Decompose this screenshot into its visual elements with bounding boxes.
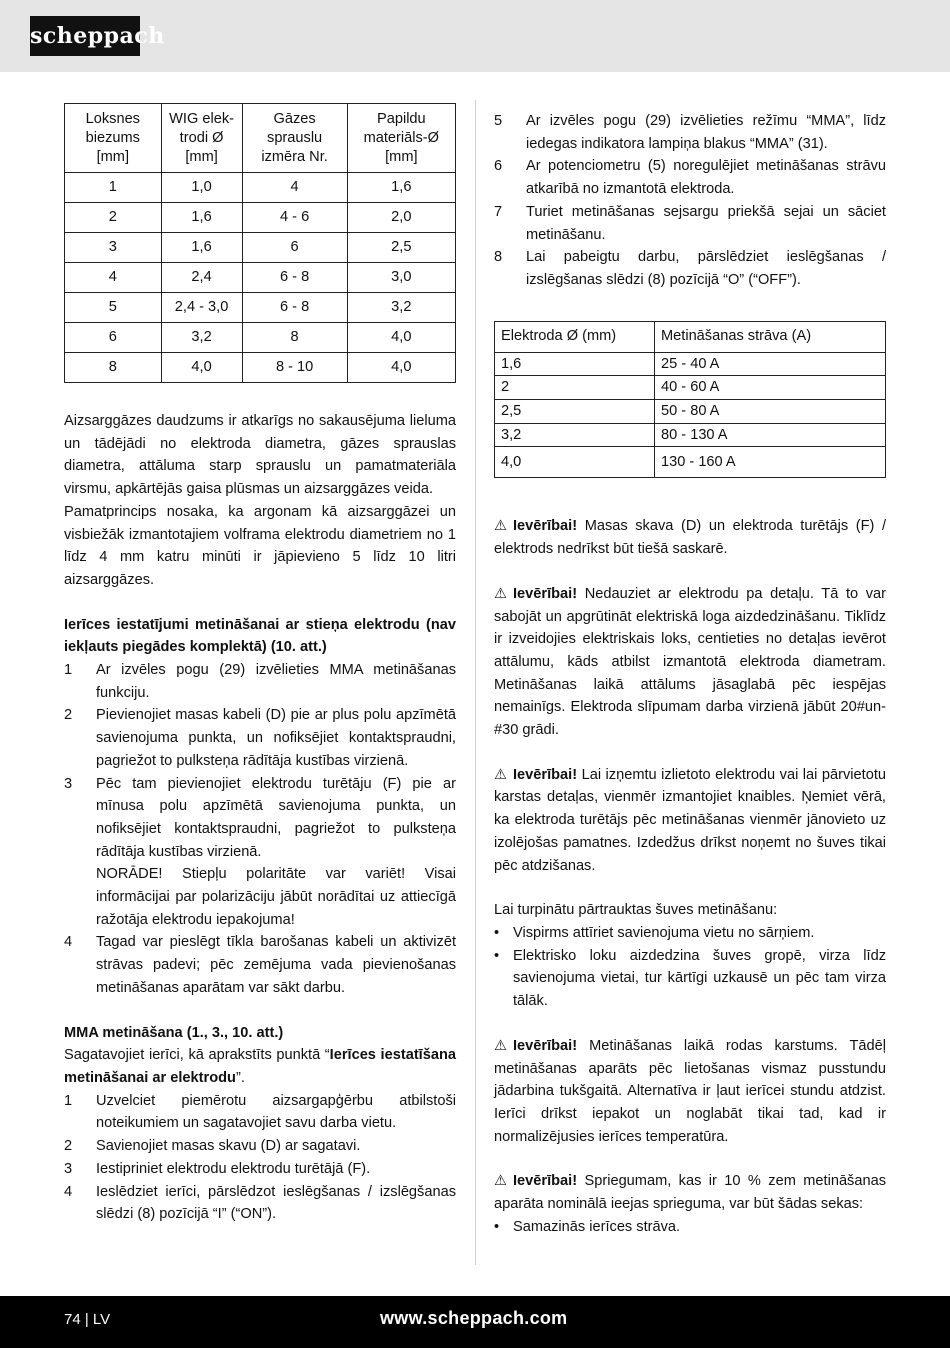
table-cell: 6 — [242, 233, 347, 263]
intro-ref: Ierīces iestatīšana metināšanai ar elektrodu — [64, 1047, 456, 1086]
warning-text: Lai izņemtu izlietoto elektrodu vai lai pārvietotu karstas detaļas, vienmēr izmantojiet knaibles. Ņemiet vērā, ka elektroda turētājs pēc metināšanas vienmēr jānovieto uz izolējošas pamatnes. Izdedžus drīkst noņemt no šuves tikai pēc atdzišanas. — [494, 766, 886, 874]
warning-text: Metināšanas laikā rodas karstums. Tādēļ metināšanas aparāts pēc lietošanas vismaz pusstundu jādarbina tukšgaitā. Alternatīva ir ļaut ierīcei stundu atdzist. Ierīci drīkst iepakot un noglabāt tikai tad, kad ir normalizējusies ierīces temperatūra. — [494, 1037, 886, 1145]
table-cell: 2,4 - 3,0 — [161, 293, 242, 323]
item-number: 1 — [64, 1092, 73, 1109]
table-cell: 2 — [65, 203, 162, 233]
bullet-list — [494, 1216, 886, 1239]
table-cell: 1,0 — [161, 173, 242, 203]
item-number: 5 — [494, 113, 503, 129]
table-header-cell: Elektroda Ø (mm) — [495, 321, 655, 352]
table-cell: 1,6 — [161, 203, 242, 233]
warning-text: Nedauziet ar elektrodu pa detaļu. Tā to var sabojāt un apgrūtināt elektriskā loga aizdedzināšanu. Tiklīdz ir izveidojies elektriskais loks, centieties no detaļas ievērot attālumu, kāds atbilst izmantotā elektroda diametram. Metināšanas laikā attālums jāsaglabā pēc iespējas nemainīgs. Elektroda slīpumam darba virzienā jābūt 20#un-#30 grādi. — [494, 585, 886, 739]
list-item — [494, 945, 886, 1013]
table-cell: 4,0 — [495, 447, 655, 478]
item-number: 2 — [64, 707, 73, 724]
item-text: Lai pabeigtu darbu, pārslēdziet ieslēgšanas / izslēgšanas slēdzi (8) pozīcijā “O” (“OFF”). — [526, 249, 886, 288]
table-cell: 4,0 — [161, 353, 242, 383]
table-cell: 4,0 — [347, 353, 455, 383]
item-text: Tagad var pieslēgt tīkla barošanas kabeli un aktivizēt strāvas padevi; pēc zemējuma vada pievienošanas metināšanas aparātam var sākt darbu. — [96, 934, 456, 996]
list-item — [64, 704, 456, 772]
list-item — [494, 922, 886, 945]
table-cell: 4 - 6 — [242, 203, 347, 233]
list-item — [494, 155, 886, 200]
item-text: Elektrisko loku aizdedzina šuves gropē, virza līdz savienojuma vietai, tur kārtīgi uzkausē un pēc tam virza tālāk. — [513, 947, 886, 1010]
list-item — [494, 201, 886, 246]
section-heading: Ierīces iestatījumi metināšanai ar stieņa elektrodu (nav iekļauts piegādes komplektā) (10. att.) — [64, 616, 456, 656]
table-cell: 4 — [242, 173, 347, 203]
table-cell: 3 — [65, 233, 162, 263]
table-cell: 6 - 8 — [242, 293, 347, 323]
table-cell: 6 - 8 — [242, 263, 347, 293]
table-cell: 1 — [65, 173, 162, 203]
list-item — [64, 1090, 456, 1135]
item-text — [96, 773, 456, 932]
item-text: Ieslēdziet ierīci, pārslēdzot ieslēgšanas / izslēgšanas slēdzi (8) pozīcijā “I” (“ON”). — [96, 1183, 456, 1223]
table-cell: 25 - 40 A — [655, 352, 886, 376]
table-cell: 130 - 160 A — [655, 447, 886, 478]
list-item — [64, 1181, 456, 1226]
table-cell: 2,5 — [495, 400, 655, 424]
left-column — [64, 103, 456, 1226]
intro-text: Sagatavojiet ierīci, kā aprakstīts punktā “ — [64, 1047, 330, 1064]
warning-paragraph — [494, 1170, 886, 1215]
table-header-row — [495, 321, 886, 352]
table-row — [495, 400, 886, 424]
item-number: 3 — [64, 1160, 73, 1177]
warning-triangle-icon: ⚠ — [494, 518, 508, 535]
list-item — [494, 1216, 886, 1239]
warning-triangle-icon: ⚠ — [494, 766, 508, 783]
note-text: NORĀDE! Stiepļu polaritāte var variēt! Visai informācijai par polarizāciju jābūt norādītai uz attiecīgā ražotāja elektrodu iepakojuma! — [96, 866, 456, 928]
warning-paragraph — [494, 764, 886, 878]
item-text: Pievienojiet masas kabeli (D) pie ar plus polu apzīmētā savienojuma punkta, un nofiksējiet kontaktspraudni, pagriežot to pulksteņa rādītāja kustības virzienā. — [96, 707, 456, 769]
table-header-cell: Loksnes biezums [mm] — [65, 104, 162, 173]
table-cell: 2 — [495, 376, 655, 400]
item-text: Vispirms attīriet savienojuma vietu no sārņiem. — [513, 924, 815, 941]
table-cell: 1,6 — [347, 173, 455, 203]
table-row — [65, 203, 456, 233]
table-cell: 4 — [65, 263, 162, 293]
paragraph — [64, 1044, 456, 1089]
item-number: 7 — [494, 203, 503, 220]
item-number: 1 — [64, 662, 73, 679]
table-cell: 2,5 — [347, 233, 455, 263]
table-row — [65, 233, 456, 263]
column-divider — [475, 100, 476, 1265]
item-text: Samazinās ierīces strāva. — [513, 1218, 681, 1235]
paragraph: Aizsarggāzes daudzums ir atkarīgs no sakausējuma lieluma un tādējādi no elektroda diametra, gāzes sprauslas diametra, attāluma starp sprauslu un pamatmateriāla virsmu, apkārtējās gaisa plūsmas un aizsarggāzes veida. — [64, 413, 456, 498]
item-text: Ar izvēles pogu (29) izvēlieties režīmu “MMA”, līdz iedegas indikatora lampiņa blakus “MMA” (31). — [526, 113, 886, 152]
list-item — [494, 246, 886, 291]
website-url: www.scheppach.com — [380, 1308, 568, 1328]
paragraph: Lai turpinātu pārtrauktas šuves metināšanu: — [494, 902, 778, 919]
table-cell: 5 — [65, 293, 162, 323]
table-cell: 8 - 10 — [242, 353, 347, 383]
item-number: 8 — [494, 249, 503, 266]
table-cell: 3,2 — [161, 323, 242, 353]
item-text: Iestipriniet elektrodu elektrodu turētājā (F). — [96, 1160, 371, 1177]
warning-triangle-icon: ⚠ — [494, 585, 508, 602]
page-number: 74 | LV — [64, 1311, 111, 1328]
table-cell: 4,0 — [347, 323, 455, 353]
item-number: 4 — [64, 934, 73, 951]
list-item — [64, 1158, 456, 1181]
item-number: 3 — [64, 775, 73, 792]
warning-triangle-icon: ⚠ — [494, 1173, 508, 1190]
table-header-cell: Papildu materiāls-Ø [mm] — [347, 104, 455, 173]
list-item — [64, 773, 456, 932]
table-row — [495, 447, 886, 478]
welding-current-table — [494, 321, 886, 479]
table-cell: 3,0 — [347, 263, 455, 293]
item-text: Uzvelciet piemērotu aizsargapģērbu atbilstoši noteikumiem un sagatavojiet savu darba vietu. — [96, 1092, 456, 1132]
table-row — [65, 323, 456, 353]
list-item — [64, 931, 456, 999]
warning-text: Masas skava (D) un elektroda turētājs (F) / elektrods nedrīkst būt tiešā saskarē. — [494, 518, 886, 558]
table-row — [65, 263, 456, 293]
table-cell: 3,2 — [495, 423, 655, 447]
section-heading: MMA metināšana (1., 3., 10. att.) — [64, 1024, 284, 1041]
numbered-list — [64, 659, 456, 1000]
intro-end: ”. — [235, 1069, 245, 1086]
table-cell: 1,6 — [161, 233, 242, 263]
bullet-icon: • — [494, 924, 500, 941]
warning-triangle-icon: ⚠ — [494, 1037, 508, 1054]
page-footer — [0, 1296, 950, 1348]
page-header — [0, 0, 950, 72]
item-text: Turiet metināšanas sejsargu priekšā sejai un sāciet metināšanu. — [526, 203, 886, 243]
numbered-list — [494, 110, 886, 292]
table-cell: 1,6 — [495, 352, 655, 376]
table-cell: 80 - 130 A — [655, 423, 886, 447]
table-cell: 2,4 — [161, 263, 242, 293]
table-cell: 50 - 80 A — [655, 400, 886, 424]
item-text: Ar potenciometru (5) noregulējiet metināšanas strāvu atkarībā no izmantotā elektroda. — [526, 158, 886, 198]
warning-paragraph — [494, 583, 886, 742]
brand-logo: scheppach — [30, 16, 140, 56]
table-cell: 8 — [65, 353, 162, 383]
warning-text: Spriegumam, kas ir 10 % zem metināšanas aparāta nominālā ieejas sprieguma, var būt šādas sekas: — [494, 1173, 886, 1213]
right-column — [494, 110, 886, 1238]
table-cell: 6 — [65, 323, 162, 353]
table-row — [65, 173, 456, 203]
numbered-list — [64, 1090, 456, 1226]
warning-paragraph — [494, 515, 886, 560]
item-text-main: Pēc tam pievienojiet elektrodu turētāju (F) pie ar mīnusa polu apzīmētā savienojuma punkta, un nofiksējiet kontaktspraudni, pagriežot to pulksteņa rādītāja kustības virzienā. — [96, 775, 456, 860]
warning-label: Ievērībai! — [513, 1173, 578, 1190]
list-item — [64, 659, 456, 704]
table-cell: 2,0 — [347, 203, 455, 233]
list-item — [64, 1135, 456, 1158]
item-text: Savienojiet masas skavu (D) ar sagatavi. — [96, 1138, 361, 1155]
warning-paragraph — [494, 1035, 886, 1149]
table-row — [495, 423, 886, 447]
gas-nozzle-table — [64, 103, 456, 383]
item-number: 4 — [64, 1183, 73, 1200]
item-text: Ar izvēles pogu (29) izvēlieties MMA metināšanas funkciju. — [96, 662, 456, 701]
table-cell: 3,2 — [347, 293, 455, 323]
table-cell: 40 - 60 A — [655, 376, 886, 400]
item-number: 6 — [494, 158, 503, 175]
table-row — [65, 353, 456, 383]
bullet-list — [494, 922, 886, 1013]
table-row — [65, 293, 456, 323]
table-row — [495, 352, 886, 376]
bullet-icon: • — [494, 947, 500, 964]
paragraph: Pamatprincips nosaka, ka argonam kā aizsarggāzei un visbiežāk izmantotajiem volframa elektrodu diametriem no 1 līdz 4 mm katru minūti ir jāpievieno 5 līdz 10 litri aizsarggāzes. — [64, 503, 456, 588]
warning-label: Ievērībai! — [513, 518, 578, 535]
item-number: 2 — [64, 1138, 73, 1155]
warning-label: Ievērībai! — [513, 766, 578, 783]
bullet-icon: • — [494, 1218, 500, 1235]
warning-label: Ievērībai! — [513, 585, 578, 602]
list-item — [494, 110, 886, 155]
table-header-row — [65, 104, 456, 173]
table-header-cell: WIG elek-trodi Ø [mm] — [161, 104, 242, 173]
table-header-cell: Metināšanas strāva (A) — [655, 321, 886, 352]
warning-label: Ievērībai! — [513, 1037, 578, 1054]
table-row — [495, 376, 886, 400]
table-header-cell: Gāzes sprauslu izmēra Nr. — [242, 104, 347, 173]
table-cell: 8 — [242, 323, 347, 353]
